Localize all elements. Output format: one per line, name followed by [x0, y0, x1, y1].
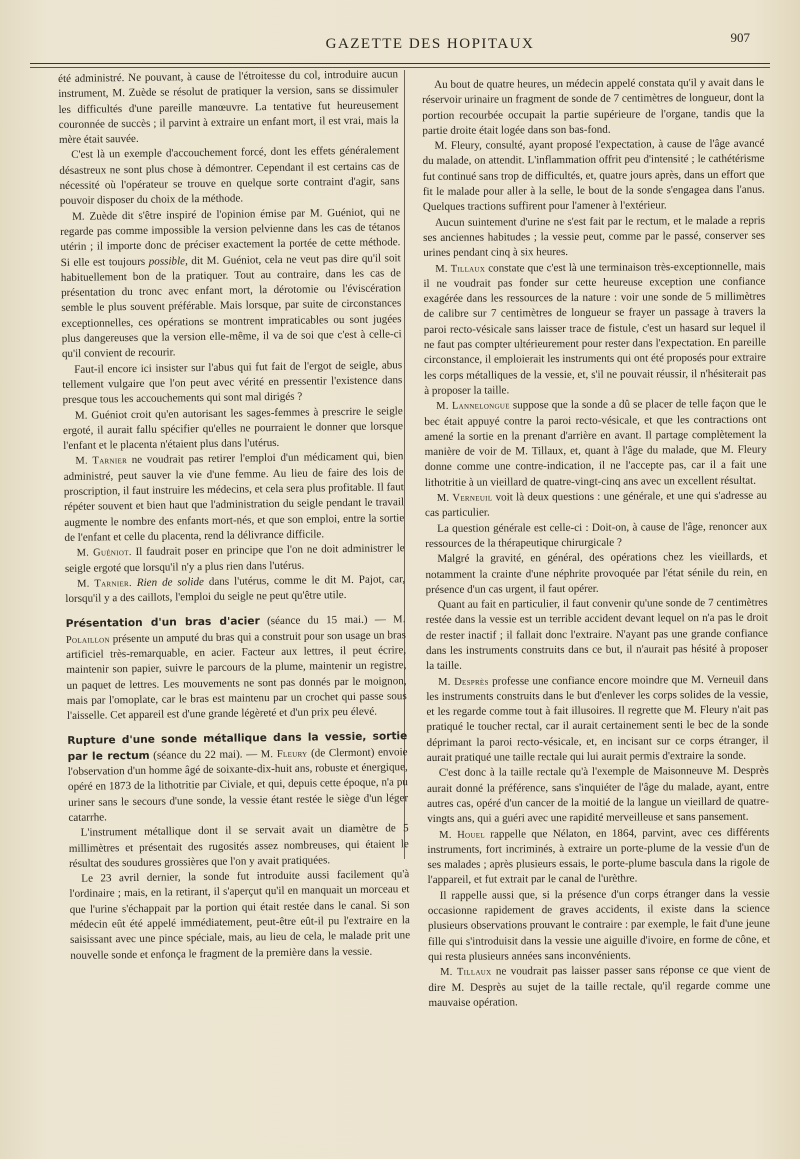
speaker-name: M. Houel [439, 829, 485, 841]
paragraph: C'est donc à la taille rectale qu'à l'exemple de Maisonneuve M. Desprès aurait donné la préférence, sans s'inquiéter de l'âge du malade, ayant, entre autres cas, opéré d'un cancer de la moitié de la langue un vieillard de quatre-vingts ans, qui a guéri avec une rapidité merveilleuse et sans pansement. [426, 764, 770, 826]
right-column [422, 76, 771, 1011]
speaker-text: professe une confiance encore moindre que M. Verneuil dans les instruments construits dans le but d'enlever les corps solides de la vessie, et les regarde comme tout à fait illusoires. Il regrette que M. Fleury n'ait pas pratiqué le toucher rectal, car il aurait certainement senti le bec de la sonde déprimant la paroi recto-vésicale, et, en incisant sur ce corps étranger, il aurait pratiqué une taille rectale qui lui aurait permis d'extraire la sonde. [426, 673, 769, 765]
section-meta: (séance du 15 mai.) — [259, 613, 394, 628]
speaker-text: ne voudrait pas laisser passer sans réponse ce que vient de dire M. Desprès au sujet de la taille rectale, qu'il regarde comme une mauvaise opération. [428, 963, 771, 1009]
speaker-name: M. Tarnier [75, 455, 128, 468]
emphasis-text: Rien de solide [131, 575, 205, 589]
speaker-paragraph [427, 825, 769, 889]
speaker-name: M. Lannelongue [436, 400, 510, 413]
speaker-name: M. Verneuil [436, 492, 493, 504]
speaker-paragraph [426, 672, 769, 766]
speaker-text: suppose que la sonde a dû se placer de telle façon que le bec était appuyé contre la paroi recto-vésicale, et que les contractions ont amené la sortie en la prenant d'arrière en avant. Il partage complètement la manière de voir de M. Tillaux, et, quant à l'âge du malade, que M. Fleury donne comme une contre-indication, il ne l'accepte pas, car il a fait une lithotritie à un vieillard de quatre-vingt-cinq ans avec un excellent résultat. [424, 397, 767, 489]
speaker-paragraph [423, 259, 766, 399]
section-paragraph [67, 730, 408, 827]
speaker-name: M. Guéniot. [76, 547, 132, 559]
speaker-paragraph [63, 450, 404, 547]
speaker-name: M. Fleury [260, 748, 308, 761]
speaker-name: M. Tillaux [440, 966, 492, 979]
paragraph: Quant au fait en particulier, il faut convenir qu'une sonde de 7 centimètres restée dans la vessie est un terrible accident devant lequel on n'a pas le droit de rester inactif ; il fallait donc l'extraire. N'ayant pas une grande confiance dans les instruments construits dans ce but, il n'aurait pas hésité à proposer la taille. [425, 596, 769, 673]
speaker-text: ne voudrait pas retirer l'emploi d'un médicament qui, bien administré, peut sauver la vie d'une femme. Au lieu de faire des lois de proscription, il faut instruire les médecins, et cela sera plus profitable. Il faut répéter souvent et bien haut que l'administration du seigle pendant le travail augmente le nombre des enfants mort-nés, et que son emploi, entre la sortie de l'enfant et celle du placenta, rend la délivrance difficile. [63, 450, 405, 544]
section-text: (de Clermont) envoie l'observation d'un homme âgé de soixante-dix-huit ans, robuste et énergique, opéré en 1873 de la lithotritie par Civiale, et qui, depuis cette époque, n'a pu uriner sans le secours d'une sonde, la vessie étant restée le siège d'un léger catarrhe. [67, 745, 409, 824]
paragraph: été administré. Ne pouvant, à cause de l'étroitesse du col, introduire aucun instrument, M. Zuède se résolut de pratiquer la version, sans se dissimuler les difficultés d'une pareille manœuvre. La tentative fut heureusement couronnée de succès ; il parvint à extraire un enfant mort, il est vrai, mais la mère était sauvée. [58, 68, 399, 147]
paragraph: Au bout de quatre heures, un médecin appelé constata qu'il y avait dans le réservoir urinaire un fragment de sonde de 7 centimètres de longueur, dont la portion recourbée occupait la partie supérieure de l'organe, tandis que la partie droite était logée dans son bas-fond. [422, 76, 765, 137]
speaker-text: rappelle que Nélaton, en 1864, parvint, avec ces différents instruments, fort incriminés, à extraire un porte-plume de la vessie d'un de ses malades ; après plusieurs essais, le porte-plume bascula dans la rigole de l'appareil, et fut extrait par le canal de l'urèthre. [427, 826, 770, 887]
speaker-paragraph [65, 541, 405, 576]
speaker-paragraph [428, 963, 770, 1011]
paragraph: C'est là un exemple d'accouchement forcé, dont les effets généralement désastreux ne sont plus chose à démontrer. Cependant il est certains cas de nécessité où l'opérateur se trouve en quelque sorte contraint d'agir, sans pouvoir disposer du choix de la méthode. [59, 144, 400, 208]
speaker-text: dans l'utérus, comme le dit M. Pajot, car, lorsqu'il y a des caillots, l'emploi du seigle ne peut qu'être utile. [65, 573, 406, 606]
paragraph: M. Fleury, consulté, ayant proposé l'expectation, à cause de l'âge avancé du malade, on attendit. L'inflammation offrit peu d'intensité ; le cathétérisme fut continué sans trop de difficultés, et, quatre jours après, dans un effort que fit le malade pour aller à la selle, le bout de la sonde s'engagea dans l'anus. Quelques tractions suffirent pour l'amener à l'extérieur. [422, 137, 765, 214]
paragraph: Faut-il encore ici insister sur l'abus qui fut fait de l'ergot de seigle, abus tellement vulgaire que l'on peut avec vérité en pressentir l'existence dans presque tous les accouchements qui sont mal dirigés ? [62, 358, 403, 407]
speaker-text: constate que c'est là une terminaison très-exceptionnelle, mais il ne voudrait pas fonder sur cette heureuse exception une confiance exagérée dans les ressources de la nature : voir une sonde de 5 millimètres de calibre sur 7 centimètres de longueur se frayer un passage à travers la paroi recto-vésicale sans laisser trace de fistule, c'est un hasard sur lequel il ne faut pas compter ultérieurement pour rester dans l'expectation. En pareille circonstance, il emploierait les instruments qui ont été proposés pour extraire les corps métalliques de la vessie, et, s'il ne pouvait réussir, il n'hésiterait pas à proposer la taille. [423, 260, 767, 397]
speaker-text: Il faudrait poser en principe que l'on ne doit administrer le seigle ergoté que lorsqu'il n'y a plus rien dans l'utérus. [64, 542, 405, 575]
page-header [110, 28, 750, 52]
left-column [58, 67, 410, 964]
paragraph: M. Guéniot croit qu'en autorisant les sages-femmes à prescrire le seigle ergoté, il aurait fallu spécifier qu'elles ne pourraient le donner que lorsque l'enfant et le placenta n'étaient plus dans l'utérus. [62, 404, 404, 453]
speaker-name: M. Tillaux [435, 263, 486, 275]
section-paragraph [66, 613, 407, 725]
page-number: 907 [730, 30, 750, 45]
speaker-text: voit là deux questions : une générale, et une qui s'adresse au cas particulier. [424, 489, 767, 520]
speaker-paragraph [424, 397, 767, 491]
header-rule-thin [30, 67, 770, 68]
paragraph: Aucun suintement d'urine ne s'est fait par le rectum, et le malade a repris ses anciennes habitudes ; la vessie peut, comme par le passé, conserver ses urines pendant cinq à six heures. [423, 214, 766, 260]
speaker-name: M. Desprès [438, 676, 489, 688]
header-rule [30, 63, 770, 64]
paragraph-text: , dit M. Guéniot, cela ne veut pas dire qu'il soit habituellement bon de la pratiquer. Tout au contraire, dans les cas de présentation du tronc avec enfant mort, la dérotomie ou l'éviscération semble le plus souvent préférable. Mais lorsque, par suite de circonstances exceptionnelles, ces opérations se montrent impraticables ou sont jugées plus dangereuses que la version elle-même, il va de soi que c'est à celle-ci qu'il convient de recourir. [60, 251, 402, 361]
paragraph-text: M. Zuède dit s'être inspiré de l'opinion émise par M. Guéniot, qui ne regarde pas comme impossible la version pelvienne dans les cas de tétanos utérin ; il importe donc de préciser exactement la portée de cette méthode. Si elle est toujours [60, 205, 401, 269]
section-heading: Rupture d'une sonde métallique dans la vessie, sortie par le rectum [67, 730, 408, 763]
paragraph [60, 205, 402, 363]
paragraph: Le 23 avril dernier, la sonde fut introduite aussi facilement qu'à l'ordinaire ; mais, en la retirant, il s'aperçut qu'il en manquait un morceau et que l'urine s'échappait par la portion qui était restée dans le canal. Si son médecin eût été appelé immédiatement, peut-être eût-il pu l'extraire en la saisissant avec une pince spéciale, mais, au lieu de cela, le malade prit une nouvelle sonde et enfonça le fragment de la première dans la vessie. [69, 868, 411, 962]
speaker-paragraph [425, 489, 767, 522]
speaker-paragraph [65, 572, 405, 607]
speaker-name: M. Polaillon [65, 614, 406, 646]
section-heading: Présentation d'un bras d'acier [65, 615, 260, 631]
journal-title: GAZETTE DES HOPITAUX [325, 36, 535, 52]
paragraph: La question générale est celle-ci : Doit-on, à cause de l'âge, renoncer aux ressources de la thérapeutique chirurgicale ? [425, 520, 768, 550]
speaker-name: M. Tarnier. [77, 577, 132, 590]
paragraph: Il rappelle aussi que, si la présence d'un corps étranger dans la vessie occasionne rapidement de graves accidents, il existe dans la science plusieurs observations prouvant le contraire : par exemple, le fait d'une jeune fille qui s'introduisit dans la vessie une aiguille d'ivoire, en forme de cône, et qui resta plusieurs années sans inconvénients. [427, 887, 771, 963]
section-text: présente un amputé du bras qui a construit pour son usage un bras artificiel très-remarquable, en acier. Facteur aux lettres, il peut écrire, maintenir son papier, suivre le parcours de la plume, maintenir un registre, un paquet de lettres. Les mouvements ne sont pas donnés par le moignon, mais par l'omoplate, car le bras est maintenu par un crochet qui passe sous l'aisselle. Cet appareil est d'une grande légèreté et d'un prix peu élevé. [66, 628, 407, 723]
section-meta: (séance du 22 mai). — [149, 748, 261, 762]
paragraph: L'instrument métallique dont il se servait avait un diamètre de 5 millimètres et présentait des rugosités assez nombreuses, qui étaient le résultat des soudures grossières que l'on y avait pratiquées. [68, 822, 409, 870]
emphasis-text: possible [148, 254, 186, 268]
paragraph: Malgré la gravité, en général, des opérations chez les vieillards, et notamment la crainte d'une néphrite provoquée par l'état sénile du rein, en présence d'un cas urgent, il faut opérer. [425, 550, 768, 596]
